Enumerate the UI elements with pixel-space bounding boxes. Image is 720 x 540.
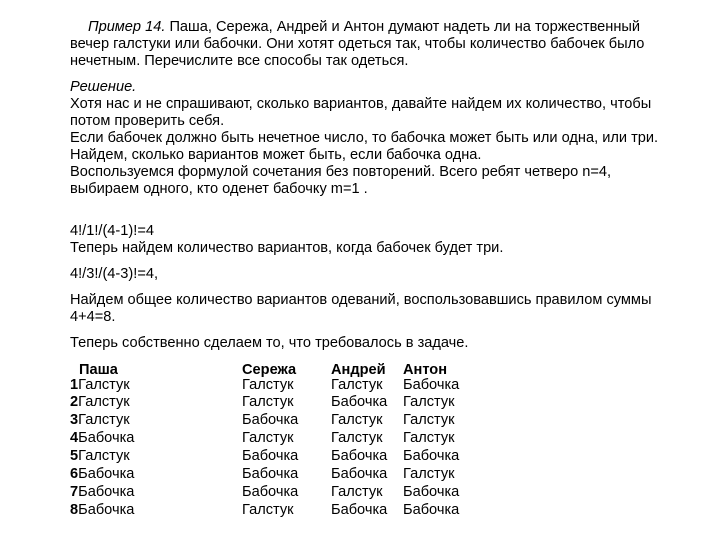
row-cell-andrey: Галстук xyxy=(331,430,383,446)
formula-three-butterflies: 4!/3!/(4-3)!=4, xyxy=(70,266,159,282)
row-cell-pasha xyxy=(70,411,130,429)
row-cell-pasha xyxy=(70,376,130,394)
solution-line-6: выбираем одного, кто оденет бабочку m=1 . xyxy=(70,181,368,197)
row-cell-anton: Галстук xyxy=(403,430,455,446)
example-label: Пример 14. xyxy=(88,19,166,35)
row-cell-anton: Бабочка xyxy=(403,484,460,500)
table-header-serezha: Сережа xyxy=(242,362,297,378)
row-value: Галстук xyxy=(78,377,130,393)
row-cell-andrey: Бабочка xyxy=(331,502,388,518)
intro-line-2: вечер галстуки или бабочки. Они хотят одеться так, чтобы количество бабочек было xyxy=(70,36,645,52)
final-text: Теперь собственно сделаем то, что требовалось в задаче. xyxy=(70,335,469,351)
three-butterflies-text: Теперь найдем количество вариантов, когда бабочек будет три. xyxy=(70,240,504,256)
row-value: Бабочка xyxy=(78,466,135,482)
row-number: 4 xyxy=(70,430,79,446)
formula-one-butterfly: 4!/1!/(4-1)!=4 xyxy=(70,223,154,239)
row-number: 3 xyxy=(70,412,79,428)
row-cell-andrey: Галстук xyxy=(331,412,383,428)
row-cell-serezha: Бабочка xyxy=(242,412,299,428)
row-cell-pasha xyxy=(70,465,134,483)
row-number: 2 xyxy=(70,394,79,410)
row-number: 5 xyxy=(70,448,79,464)
row-cell-andrey: Бабочка xyxy=(331,394,388,410)
sum-rule-line-1: Найдем общее количество вариантов одеваний, воспользовавшись правилом суммы xyxy=(70,292,652,308)
solution-line-4: Найдем, сколько вариантов может быть, если бабочка одна. xyxy=(70,147,482,163)
row-number: 8 xyxy=(70,502,79,518)
intro-line-1 xyxy=(88,19,640,36)
row-cell-anton: Галстук xyxy=(403,394,455,410)
intro-line-3: нечетным. Перечислите все способы так одеться. xyxy=(70,53,409,69)
solution-heading: Решение. xyxy=(70,79,137,95)
row-cell-andrey: Галстук xyxy=(331,484,383,500)
row-cell-andrey: Бабочка xyxy=(331,448,388,464)
row-cell-anton: Галстук xyxy=(403,466,455,482)
row-cell-serezha: Бабочка xyxy=(242,466,299,482)
row-cell-pasha xyxy=(70,393,130,411)
row-number: 7 xyxy=(70,484,79,500)
row-cell-serezha: Галстук xyxy=(242,394,294,410)
row-cell-anton: Галстук xyxy=(403,412,455,428)
row-cell-pasha xyxy=(70,483,134,501)
row-cell-serezha: Бабочка xyxy=(242,484,299,500)
row-cell-andrey: Галстук xyxy=(331,377,383,393)
intro-text-1: Паша, Сережа, Андрей и Антон думают надеть ли на торжественный xyxy=(165,19,641,35)
row-cell-anton: Бабочка xyxy=(403,377,460,393)
row-cell-anton: Бабочка xyxy=(403,502,460,518)
row-cell-pasha xyxy=(70,501,134,519)
row-cell-andrey: Бабочка xyxy=(331,466,388,482)
solution-line-1: Хотя нас и не спрашивают, сколько вариантов, давайте найдем их количество, чтобы xyxy=(70,96,652,112)
solution-line-2: потом проверить себя. xyxy=(70,113,225,129)
row-value: Бабочка xyxy=(78,502,135,518)
table-header-pasha: Паша xyxy=(79,362,118,378)
row-value: Бабочка xyxy=(78,484,135,500)
row-cell-anton: Бабочка xyxy=(403,448,460,464)
solution-line-5: Воспользуемся формулой сочетания без повторений. Всего ребят четверо n=4, xyxy=(70,164,612,180)
row-cell-serezha: Галстук xyxy=(242,377,294,393)
row-number: 1 xyxy=(70,377,79,393)
table-header-anton: Антон xyxy=(403,362,448,378)
row-number: 6 xyxy=(70,466,79,482)
row-value: Бабочка xyxy=(78,430,135,446)
row-cell-serezha: Бабочка xyxy=(242,448,299,464)
sum-rule-line-2: 4+4=8. xyxy=(70,309,116,325)
row-cell-pasha xyxy=(70,429,134,447)
row-cell-serezha: Галстук xyxy=(242,430,294,446)
row-value: Галстук xyxy=(78,412,130,428)
row-value: Галстук xyxy=(78,448,130,464)
row-cell-serezha: Галстук xyxy=(242,502,294,518)
solution-line-3: Если бабочек должно быть нечетное число, то бабочка может быть или одна, или три. xyxy=(70,130,659,146)
row-cell-pasha xyxy=(70,447,130,465)
table-header-andrey: Андрей xyxy=(331,362,386,378)
row-value: Галстук xyxy=(78,394,130,410)
